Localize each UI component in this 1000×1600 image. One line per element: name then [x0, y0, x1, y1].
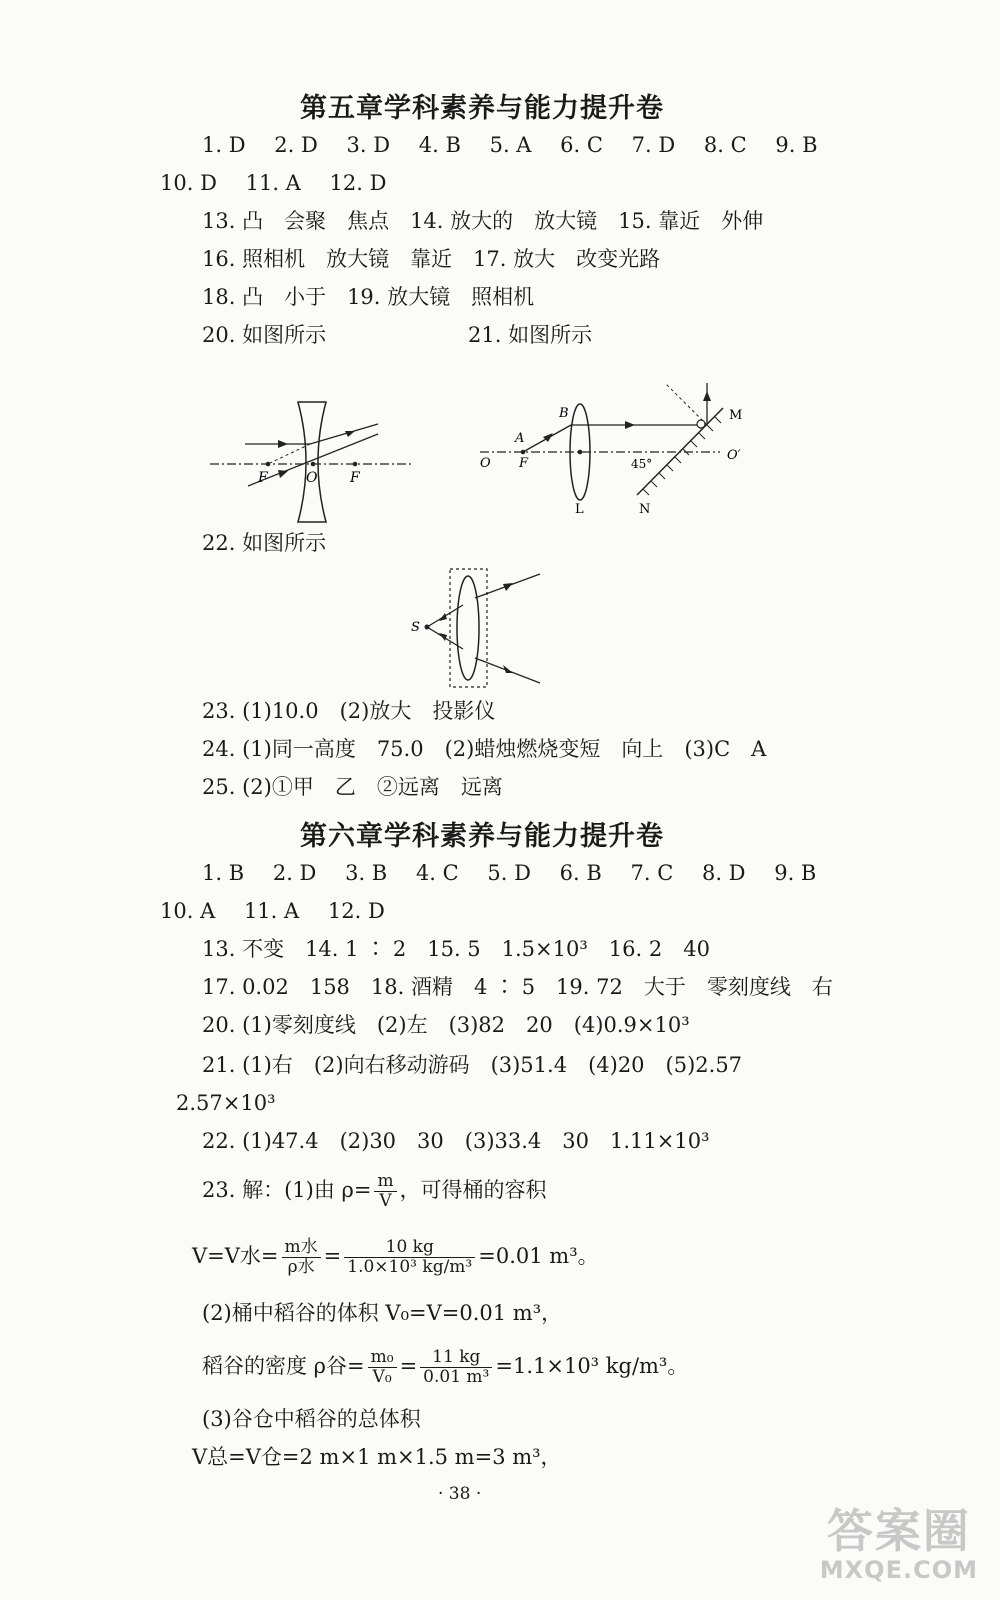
eq2-fraction-symbols	[368, 1348, 397, 1387]
fraction-denominator: V₀	[372, 1367, 392, 1387]
ch5-a3: 3. D	[346, 133, 391, 157]
fig21-label-angle: 45°	[631, 457, 653, 471]
figure-21-convex-lens-mirror	[475, 365, 780, 520]
ch6-q13-16: 13. 不变 14. 1 ∶ 2 15. 5 1.5×10³ 16. 2 40	[202, 937, 710, 961]
ch6-a2: 2. D	[272, 861, 317, 885]
ch6-q22: 22. (1)47.4 (2)30 30 (3)33.4 30 1.11×10³	[202, 1129, 710, 1153]
fig21-label-l: L	[575, 502, 584, 517]
eq2-fraction-values	[420, 1348, 492, 1387]
eq2-equals: =	[399, 1354, 418, 1378]
ch5-q21: 21. 如图所示	[468, 323, 593, 347]
eq1-equals: =	[323, 1244, 342, 1268]
fig21-label-b: B	[559, 406, 569, 421]
ch6-a5: 5. D	[487, 861, 531, 885]
ch6-q21-line1: 21. (1)右 (2)向右移动游码 (3)51.4 (4)20 (5)2.57	[202, 1053, 743, 1077]
ch6-a6: 6. B	[559, 861, 602, 885]
fraction-numerator: 10 kg	[344, 1238, 475, 1258]
ch5-a12: 12. D	[329, 171, 387, 195]
ch6-a7: 7. C	[630, 861, 674, 885]
ch6-q23-total-volume: V总=V仓=2 m×1 m×1.5 m=3 m³，	[192, 1445, 562, 1469]
ch5-a5: 5. A	[489, 133, 532, 157]
ch5-a2: 2. D	[274, 133, 318, 157]
ch6-q23-part2: (2)桶中稻谷的体积 V₀=V=0.01 m³，	[202, 1301, 563, 1325]
fig20-label-o: O	[306, 470, 318, 486]
eq1-fraction-mass-density	[282, 1238, 321, 1277]
ch6-a1: 1. B	[202, 861, 245, 885]
fraction-numerator: m₀	[368, 1348, 397, 1368]
ch6-q17-19: 17. 0.02 158 18. 酒精 4 ∶ 5 19. 72 大于 零刻度线 右	[202, 975, 833, 999]
ch5-a7: 7. D	[631, 133, 676, 157]
watermark-text: 答案圈	[826, 1504, 971, 1558]
fraction-numerator: 11 kg	[420, 1348, 492, 1368]
ch5-q23: 23. (1)10.0 (2)放大 投影仪	[202, 699, 496, 723]
ch6-a4: 4. C	[415, 861, 459, 885]
ch5-q20: 20. 如图所示	[202, 323, 327, 347]
ch6-a8: 8. D	[701, 861, 746, 885]
ch5-q18-19: 18. 凸 小于 19. 放大镜 照相机	[202, 285, 535, 309]
ch6-a3: 3. B	[345, 861, 388, 885]
ch5-q13-15: 13. 凸 会聚 焦点 14. 放大的 放大镜 15. 靠近 外伸	[202, 209, 764, 233]
watermark-logo	[820, 1506, 978, 1584]
ch6-q23-density-equation	[202, 1348, 688, 1387]
fraction-denominator: ρ水	[287, 1257, 315, 1277]
fig20-label-f-left: F	[258, 470, 268, 486]
ch5-a6: 6. C	[560, 133, 603, 157]
ch5-a9: 9. B	[775, 133, 818, 157]
q23-intro-text-b: ，可得桶的容积	[399, 1178, 547, 1202]
eq1-lhs: V=V水=	[192, 1244, 279, 1268]
ch5-q22: 22. 如图所示	[202, 531, 327, 555]
fraction-numerator: m水	[282, 1238, 321, 1258]
q23-intro-text-a: 23. 解：(1)由 ρ=	[202, 1178, 372, 1202]
fig21-label-o: O	[480, 456, 491, 471]
ch6-a11: 11. A	[243, 899, 300, 923]
fig21-label-o-prime: O′	[727, 448, 741, 463]
ch5-a11: 11. A	[245, 171, 301, 195]
ch6-q20: 20. (1)零刻度线 (2)左 (3)82 20 (4)0.9×10³	[202, 1013, 690, 1037]
ch5-answers-row1	[202, 130, 818, 160]
fig21-label-n: N	[639, 502, 651, 517]
eq2-lhs: 稻谷的密度 ρ谷=	[202, 1354, 365, 1378]
fraction-denominator: 0.01 m³	[423, 1367, 490, 1387]
ch5-q24: 24. (1)同一高度 75.0 (2)蜡烛燃烧变短 向上 (3)C A	[202, 737, 767, 761]
ch6-answers-row2	[160, 896, 385, 926]
ch6-q23-volume-equation	[192, 1238, 599, 1277]
eq2-result: =1.1×10³ kg/m³。	[495, 1354, 689, 1378]
ch6-q23-intro	[202, 1172, 547, 1211]
ch6-a10: 10. A	[160, 899, 216, 923]
watermark-url: MXQE.COM	[819, 1556, 978, 1584]
ch6-a9: 9. B	[774, 861, 817, 885]
ch6-answers-row1	[202, 858, 816, 888]
fraction-denominator: 1.0×10³ kg/m³	[347, 1257, 473, 1277]
fraction-numerator: m	[374, 1172, 396, 1192]
page-number: · 38 ·	[438, 1484, 482, 1504]
chapter5-title: 第五章学科素养与能力提升卷	[300, 93, 664, 124]
eq1-fraction-values	[344, 1238, 475, 1277]
fig20-label-f-right: F	[350, 470, 360, 486]
ch5-a1: 1. D	[202, 133, 246, 157]
fig21-label-f: F	[519, 456, 529, 471]
ch6-a12: 12. D	[327, 899, 385, 923]
chapter6-title: 第六章学科素养与能力提升卷	[300, 821, 664, 852]
ch5-q25: 25. (2)①甲 乙 ②远离 远离	[202, 775, 503, 799]
ch5-a4: 4. B	[418, 133, 461, 157]
ch6-q23-part3: (3)谷仓中稻谷的总体积	[202, 1407, 421, 1431]
density-formula-fraction	[374, 1172, 396, 1211]
ch5-answers-row2	[160, 168, 386, 198]
ch5-q16-17: 16. 照相机 放大镜 靠近 17. 放大 改变光路	[202, 247, 661, 271]
ch5-a10: 10. D	[160, 171, 217, 195]
fraction-denominator: V	[379, 1191, 392, 1211]
fig21-label-m: M	[729, 408, 743, 423]
eq1-result: =0.01 m³。	[478, 1244, 599, 1268]
fig22-label-s: S	[411, 620, 420, 635]
ch5-a8: 8. C	[703, 133, 747, 157]
figure-22-convex-lens-source	[405, 565, 550, 695]
figure-20-concave-lens	[200, 400, 425, 530]
fig21-label-a: A	[515, 431, 525, 446]
ch6-q21-line2: 2.57×10³	[176, 1091, 276, 1115]
